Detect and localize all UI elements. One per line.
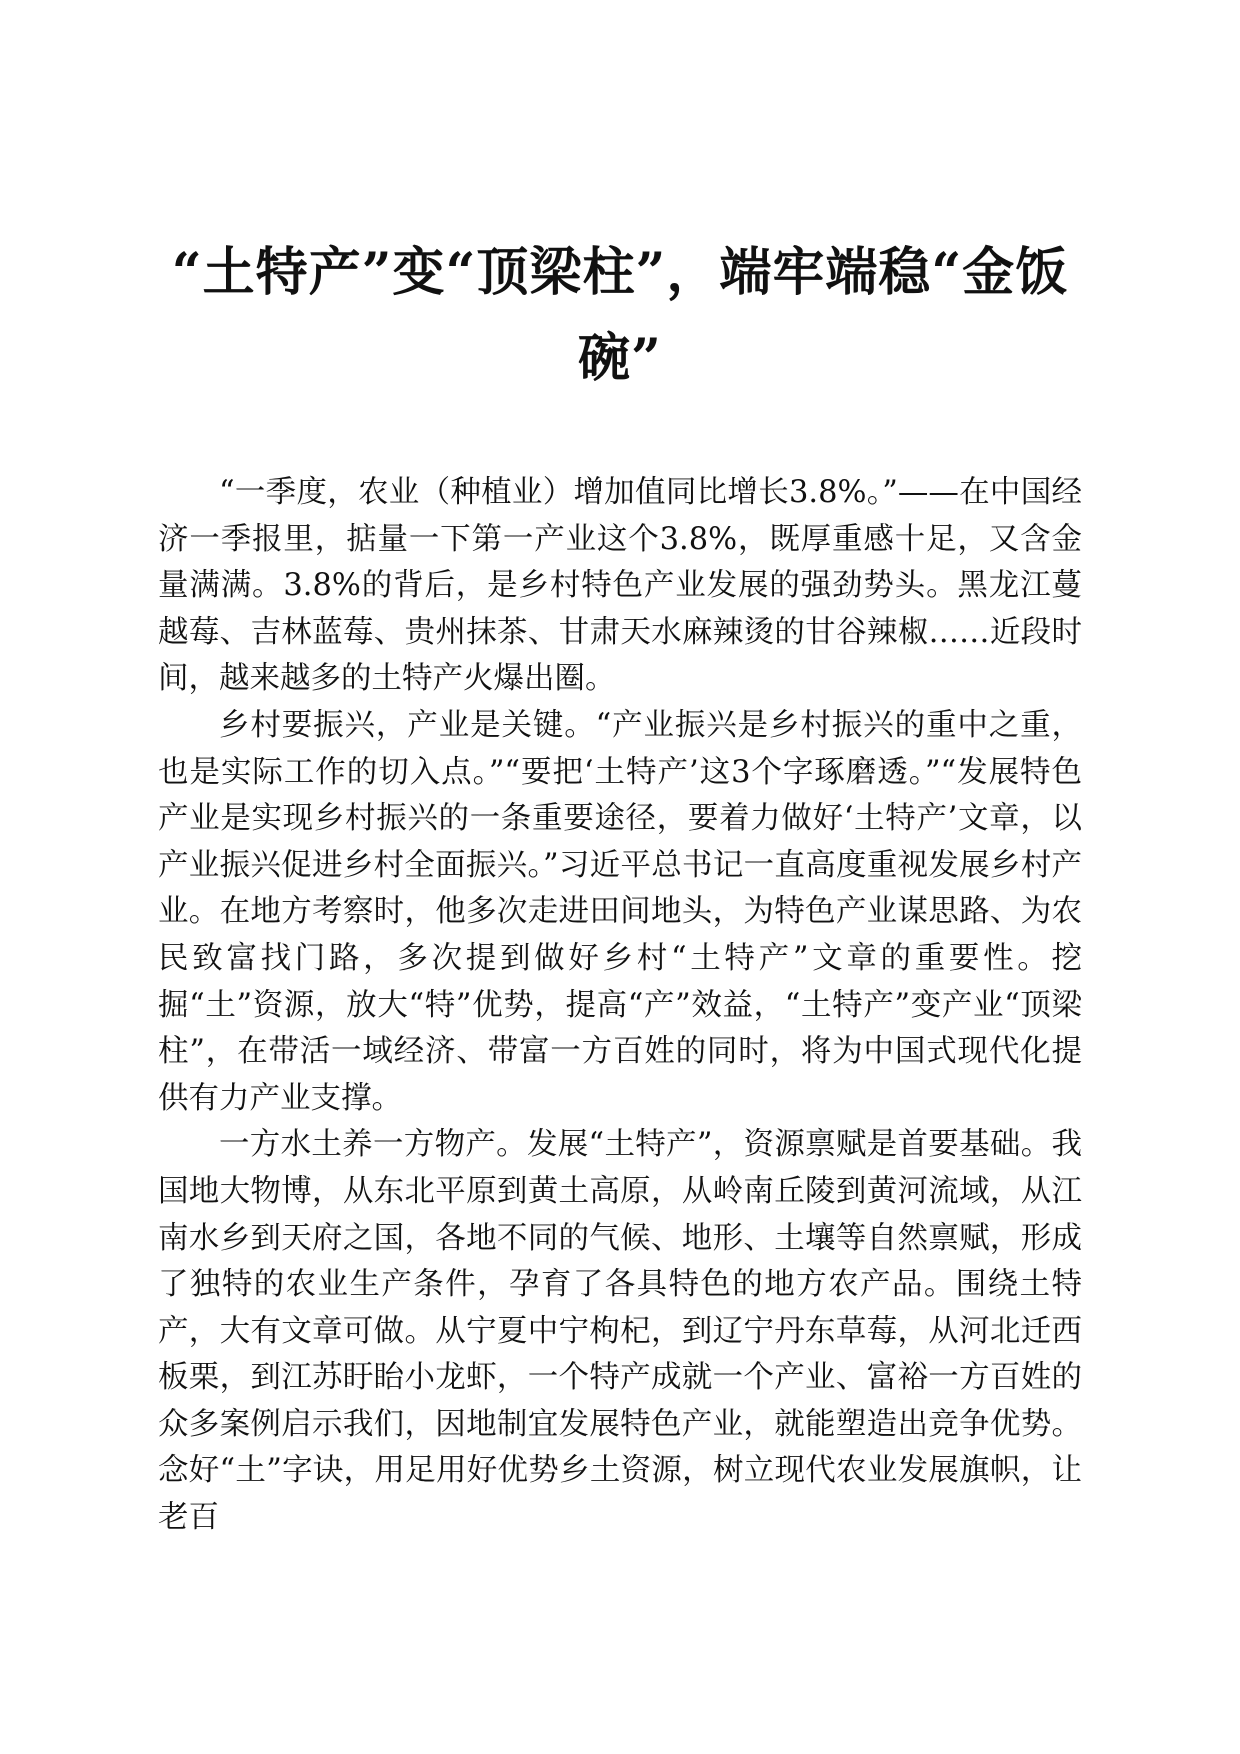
article-body	[158, 470, 1082, 1542]
paragraph-2: 乡村要振兴，产业是关键。“产业振兴是乡村振兴的重中之重，也是实际工作的切入点。”“要把‘土特产’这3个字琢磨透。”“发展特色产业是实现乡村振兴的一条重要途径，要着力做好‘土特产’文章，以产业振兴促进乡村全面振兴。”习近平总书记一直高度重视发展乡村产业。在地方考察时，他多次走进田间地头，为特色产业谋思路、为农民致富找门路，多次提到做好乡村“土特产”文章的重要性。挖掘“土”资源，放大“特”优势，提高“产”效益，“土特产”变产业“顶梁柱”，在带活一域经济、带富一方百姓的同时，将为中国式现代化提供有力产业支撑。	[158, 707, 1082, 1116]
title-line-2: 碗”	[578, 328, 662, 389]
title-line-1: “土特产”变“顶梁柱”，端牢端稳“金饭	[171, 242, 1069, 303]
page-title	[150, 230, 1090, 402]
paragraph-3: 一方水土养一方物产。发展“土特产”，资源禀赋是首要基础。我国地大物博，从东北平原到黄土高原，从岭南丘陵到黄河流域，从江南水乡到天府之国，各地不同的气候、地形、土壤等自然禀赋，形成了独特的农业生产条件，孕育了各具特色的地方农产品。围绕土特产，大有文章可做。从宁夏中宁枸杞，到辽宁丹东草莓，从河北迁西板栗，到江苏盱眙小龙虾，一个特产成就一个产业、富裕一方百姓的众多案例启示我们，因地制宜发展特色产业，就能塑造出竞争优势。念好“土”字诀，用足用好优势乡土资源，树立现代农业发展旗帜，让老百	[158, 1127, 1082, 1536]
paragraph-1: “一季度，农业（种植业）增加值同比增长3.8%。”——在中国经济一季报里，掂量一下第一产业这个3.8%，既厚重感十足，又含金量满满。3.8%的背后，是乡村特色产业发展的强劲势头。黑龙江蔓越莓、吉林蓝莓、贵州抹茶、甘肃天水麻辣烫的甘谷辣椒……近段时间，越来越多的土特产火爆出圈。	[158, 475, 1082, 697]
